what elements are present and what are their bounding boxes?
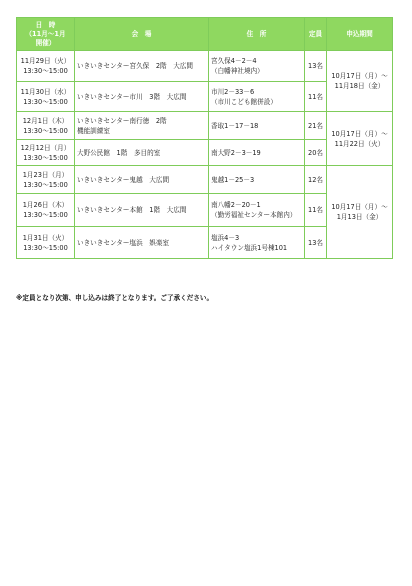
period-start: 10月17日（月）～ — [331, 72, 388, 80]
venue-cell — [75, 194, 209, 227]
header-venue: 会 場 — [75, 18, 209, 51]
date-text: 11月29日（火） — [20, 57, 71, 65]
period-cell — [327, 112, 393, 166]
venue-room: 機能訓練室 — [77, 126, 110, 135]
address-text: 市川2－33－6 — [211, 87, 255, 96]
address-cell — [209, 166, 305, 194]
period-end: 1月13日（金） — [336, 213, 383, 221]
period-cell — [327, 166, 393, 259]
date-text: 12月1日（木） — [22, 116, 69, 125]
header-period: 申込期間 — [327, 18, 393, 51]
address-text: 香取1－17－18 — [211, 121, 259, 130]
address-note: （白幡神社境内） — [211, 67, 264, 75]
period-end: 11月22日（火） — [334, 139, 385, 148]
address-cell — [209, 227, 305, 259]
date-text: 1月31日（火） — [22, 233, 69, 242]
venue-cell — [75, 82, 209, 112]
date-cell — [17, 112, 75, 140]
period-end: 11月18日（金） — [334, 82, 385, 90]
time-text: 13:30～15:00 — [23, 67, 68, 75]
date-cell — [17, 140, 75, 166]
capacity-cell: 21名 — [305, 112, 327, 140]
period-cell — [327, 51, 393, 112]
header-row — [17, 18, 393, 51]
date-cell — [17, 227, 75, 259]
table-row — [17, 112, 393, 140]
header-address: 住 所 — [209, 18, 305, 51]
date-cell — [17, 51, 75, 82]
date-cell — [17, 166, 75, 194]
address-cell — [209, 51, 305, 82]
date-text: 1月26日（木） — [22, 201, 69, 209]
venue-text: いきいきセンター市川 3階 大広間 — [77, 92, 187, 101]
date-cell — [17, 194, 75, 227]
capacity-cell: 12名 — [305, 166, 327, 194]
time-text: 13:30～15:00 — [23, 180, 68, 189]
date-text: 11月30日（水） — [20, 87, 71, 96]
venue-text: いきいきセンター本館 1階 大広間 — [77, 206, 187, 214]
venue-text: いきいきセンター塩浜 娯楽室 — [77, 238, 170, 247]
address-cell — [209, 194, 305, 227]
time-text: 13:30～15:00 — [23, 243, 68, 252]
schedule-table — [16, 17, 393, 259]
table-row — [17, 166, 393, 194]
time-text: 13:30～15:00 — [23, 211, 68, 219]
address-note: ハイタウン塩浜1号棟101 — [211, 243, 288, 252]
venue-cell — [75, 166, 209, 194]
address-note: （市川こども館併設） — [211, 97, 277, 106]
time-text: 13:30～15:00 — [23, 153, 68, 162]
header-capacity: 定員 — [305, 18, 327, 51]
venue-text: いきいきセンター南行徳 2階 — [77, 116, 167, 125]
venue-text: いきいきセンター鬼越 大広間 — [77, 175, 170, 184]
capacity-cell: 11名 — [305, 82, 327, 112]
address-cell — [209, 112, 305, 140]
venue-cell — [75, 227, 209, 259]
header-date — [17, 18, 75, 51]
venue-text: いきいきセンター宮久保 2階 大広間 — [77, 62, 194, 70]
address-text: 宮久保4－2－4 — [211, 57, 257, 65]
time-text: 13:30～15:00 — [23, 126, 68, 135]
header-date-line: 開催） — [35, 38, 56, 47]
address-note: （勤労福祉センター本館内） — [211, 211, 297, 219]
venue-cell — [75, 140, 209, 166]
period-start: 10月17日（月）～ — [331, 203, 388, 211]
date-text: 12月12日（月） — [20, 143, 71, 152]
venue-text: 大野公民館 1階 多目的室 — [77, 148, 161, 157]
venue-cell — [75, 112, 209, 140]
address-cell — [209, 82, 305, 112]
address-text: 南八幡2－20－1 — [211, 201, 261, 209]
address-text: 南大野2－3－19 — [211, 148, 261, 157]
capacity-cell: 11名 — [305, 194, 327, 227]
address-text: 塩浜4－3 — [211, 233, 240, 242]
address-cell — [209, 140, 305, 166]
capacity-cell: 13名 — [305, 51, 327, 82]
header-date-line: （11月～1月 — [25, 29, 66, 38]
time-text: 13:30～15:00 — [23, 97, 68, 106]
date-text: 1月23日（月） — [22, 170, 69, 179]
capacity-cell: 20名 — [305, 140, 327, 166]
period-start: 10月17日（月）～ — [331, 129, 388, 138]
address-text: 鬼越1－25－3 — [211, 175, 255, 184]
header-date-line: 日 時 — [35, 20, 56, 29]
date-cell — [17, 82, 75, 112]
venue-cell — [75, 51, 209, 82]
table-row — [17, 51, 393, 82]
footnote: ※定員となり次第、申し込みは終了となります。ご了承ください。 — [16, 294, 214, 302]
capacity-cell: 13名 — [305, 227, 327, 259]
